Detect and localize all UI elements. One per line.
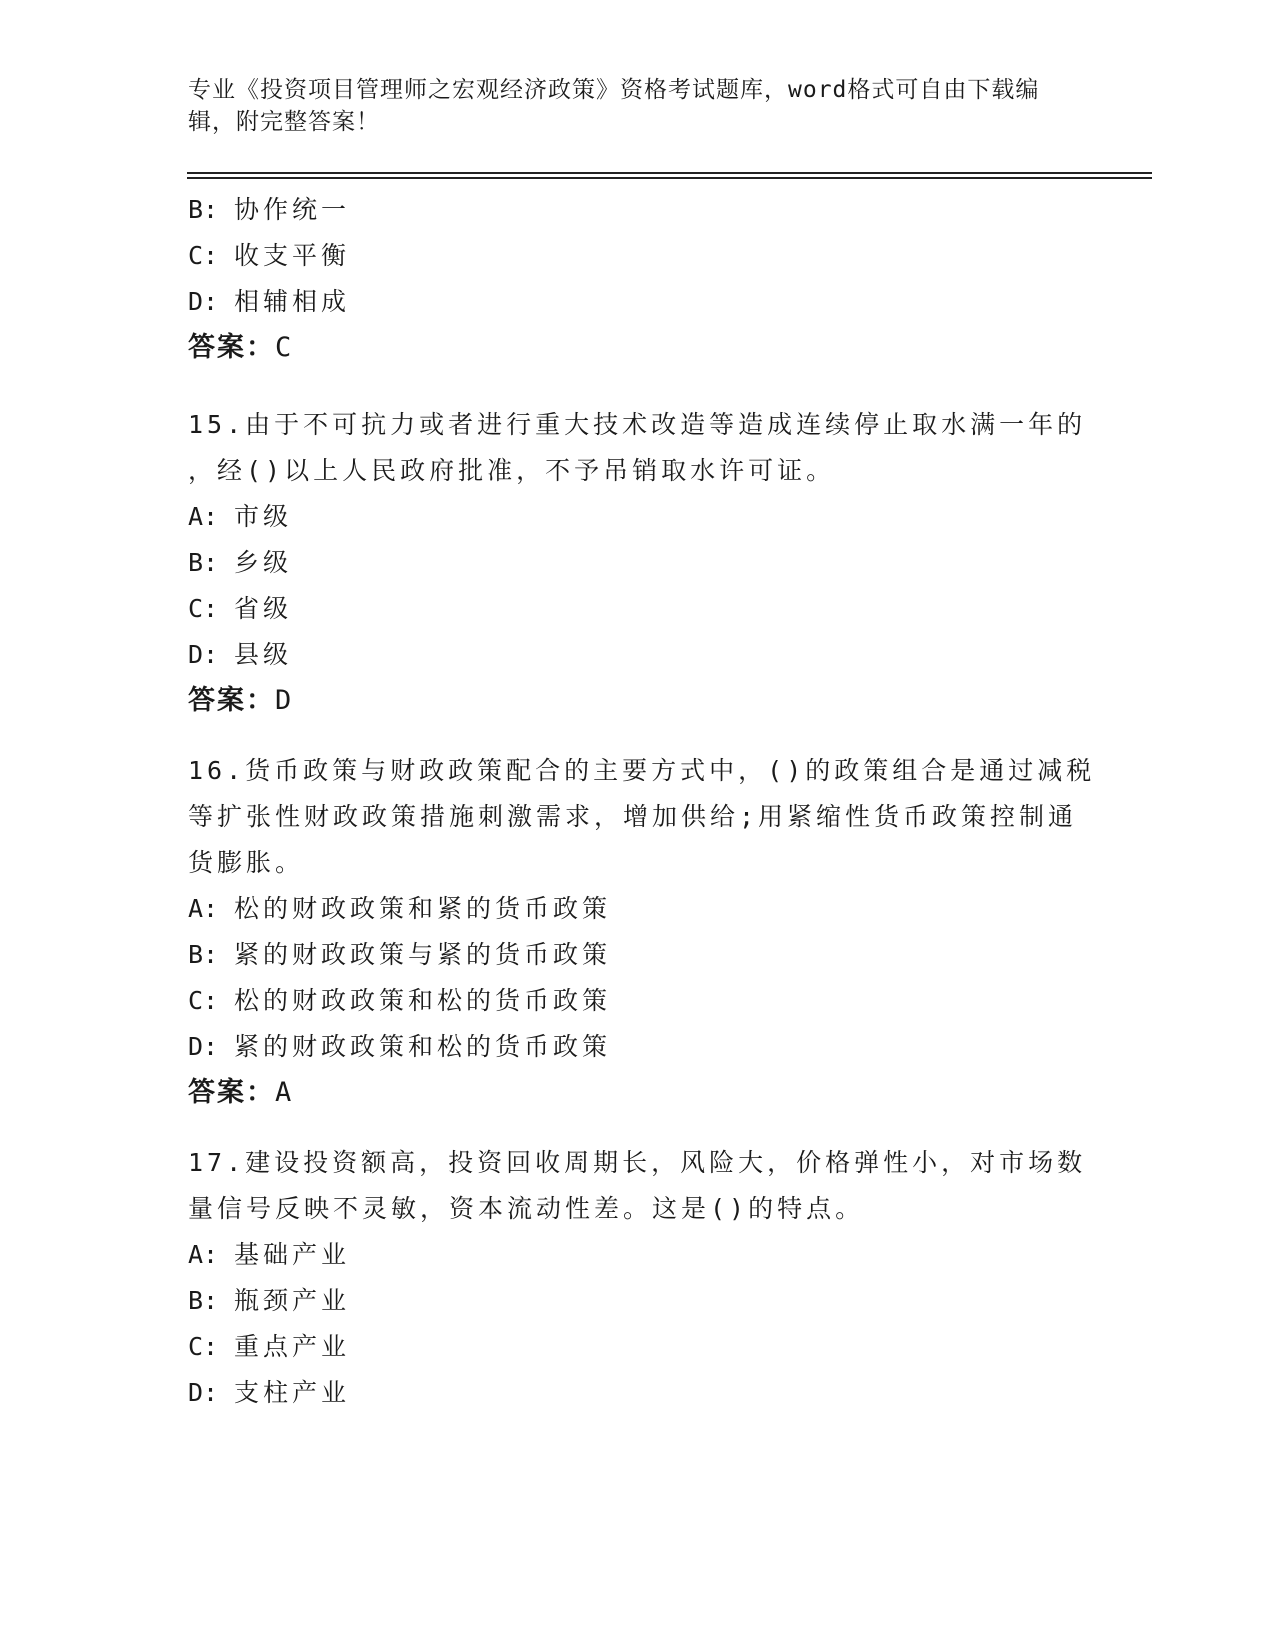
option-a (188, 1232, 1088, 1278)
option-b (188, 540, 1088, 586)
question-text-line: ，经()以上人民政府批准，不予吊销取水许可证。 (188, 456, 836, 485)
option-a (188, 886, 1088, 932)
option-text: 瓶颈产业 (234, 1286, 351, 1315)
option-text: 紧的财政政策与紧的货币政策 (234, 940, 612, 969)
question-14-tail (188, 187, 1088, 371)
option-text: 支柱产业 (234, 1378, 351, 1407)
option-letter: B: (188, 940, 219, 969)
question-text-line: 16.货币政策与财政政策配合的主要方式中，()的政策组合是通过减税 (188, 756, 1096, 785)
option-b (188, 187, 1088, 233)
answer-value: D (275, 685, 294, 716)
answer-label: 答案： (188, 332, 275, 363)
answer-line (188, 678, 1088, 724)
option-letter: C: (188, 1332, 219, 1361)
option-a (188, 494, 1088, 540)
answer-value: C (275, 332, 294, 363)
option-text: 紧的财政政策和松的货币政策 (234, 1032, 612, 1061)
option-letter: D: (188, 1032, 219, 1061)
option-d (188, 632, 1088, 678)
option-d (188, 1370, 1088, 1416)
answer-label: 答案： (188, 1077, 275, 1108)
header-line-1: 专业《投资项目管理师之宏观经济政策》资格考试题库，word格式可自由下载编 (188, 77, 1040, 103)
question-text-line: 17.建设投资额高，投资回收周期长，风险大，价格弹性小，对市场数 (188, 1148, 1087, 1177)
option-text: 松的财政政策和松的货币政策 (234, 986, 612, 1015)
answer-line (188, 325, 1088, 371)
question-text-line: 15.由于不可抗力或者进行重大技术改造等造成连续停止取水满一年的 (188, 410, 1087, 439)
option-letter: B: (188, 1286, 219, 1315)
option-text: 基础产业 (234, 1240, 351, 1269)
option-b (188, 932, 1088, 978)
option-d (188, 279, 1088, 325)
option-letter: A: (188, 502, 219, 531)
answer-line (188, 1070, 1088, 1116)
question-text-line: 量信号反映不灵敏，资本流动性差。这是()的特点。 (188, 1194, 865, 1223)
option-letter: D: (188, 287, 219, 316)
option-text: 松的财政政策和紧的货币政策 (234, 894, 612, 923)
question-text-line: 货膨胀。 (188, 848, 305, 877)
answer-value: A (275, 1077, 294, 1108)
option-text: 市级 (234, 502, 293, 531)
option-letter: C: (188, 986, 219, 1015)
option-text: 重点产业 (234, 1332, 351, 1361)
option-text: 相辅相成 (234, 287, 351, 316)
option-letter: D: (188, 640, 219, 669)
option-text: 县级 (234, 640, 293, 669)
option-c (188, 1324, 1088, 1370)
header-line-2: 辑，附完整答案！ (188, 109, 380, 135)
question-15 (188, 402, 1088, 724)
option-d (188, 1024, 1088, 1070)
option-text: 省级 (234, 594, 293, 623)
header-rule-top (187, 172, 1152, 174)
option-text: 乡级 (234, 548, 293, 577)
option-letter: C: (188, 241, 219, 270)
option-letter: B: (188, 548, 219, 577)
header-rule-bottom (187, 177, 1152, 179)
option-letter: C: (188, 594, 219, 623)
option-c (188, 978, 1088, 1024)
answer-label: 答案： (188, 685, 275, 716)
option-letter: B: (188, 195, 219, 224)
question-text-line: 等扩张性财政政策措施刺激需求，增加供给;用紧缩性货币政策控制通 (188, 802, 1078, 831)
option-letter: A: (188, 1240, 219, 1269)
option-text: 协作统一 (234, 195, 351, 224)
option-letter: A: (188, 894, 219, 923)
question-17 (188, 1140, 1088, 1416)
question-16 (188, 748, 1096, 1116)
option-text: 收支平衡 (234, 241, 351, 270)
option-b (188, 1278, 1088, 1324)
option-letter: D: (188, 1378, 219, 1407)
option-c (188, 233, 1088, 279)
option-c (188, 586, 1088, 632)
